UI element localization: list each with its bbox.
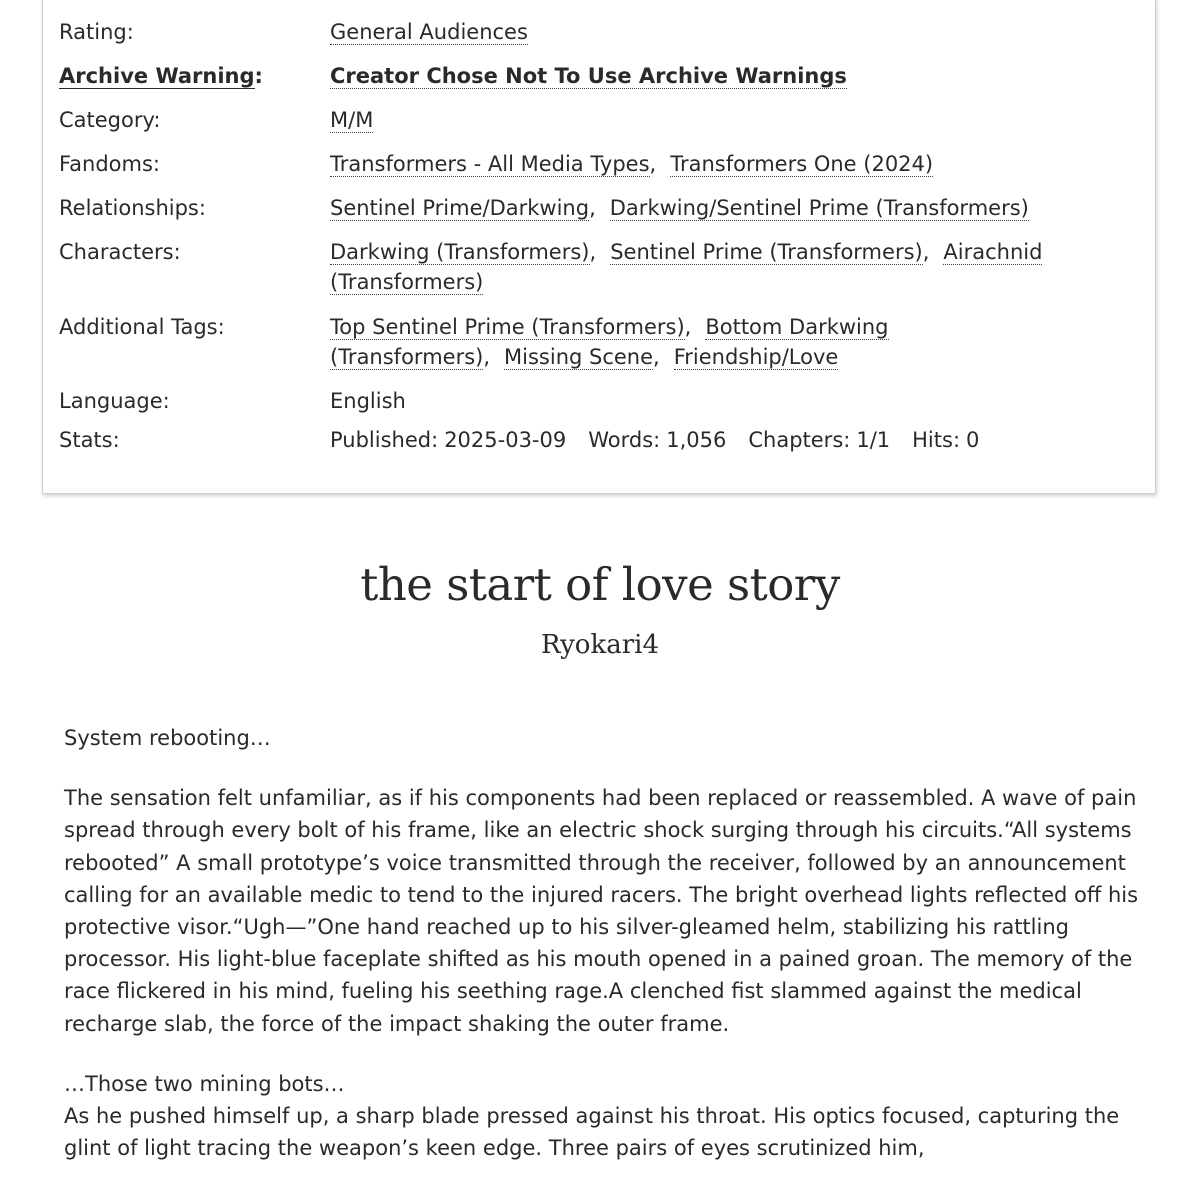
- published-value: 2025-03-09: [444, 428, 567, 452]
- work-title: the start of love story: [360, 558, 840, 611]
- words-value: 1,056: [666, 428, 727, 452]
- fandoms-label: Fandoms:: [59, 152, 160, 176]
- additional-tag[interactable]: Bottom Darkwing (Transformers): [330, 315, 889, 369]
- tags-label: Additional Tags:: [59, 315, 225, 339]
- relationships-label: Relationships:: [59, 196, 206, 220]
- relationship-tag[interactable]: Darkwing/Sentinel Prime (Transformers): [609, 196, 1029, 220]
- story-paragraph: …Those two mining bots…: [64, 1071, 345, 1096]
- category-label: Category:: [59, 108, 161, 132]
- story-paragraph: System rebooting…: [64, 726, 271, 750]
- character-tag[interactable]: Sentinel Prime (Transformers): [610, 240, 923, 264]
- hits-value: 0: [966, 428, 980, 452]
- warning-label[interactable]: Archive Warning:: [59, 64, 263, 88]
- published-label: Published:: [330, 428, 439, 452]
- character-tag[interactable]: Airachnid (Transformers): [330, 240, 1043, 294]
- chapters-value: 1/1: [856, 428, 891, 452]
- rating-label: Rating:: [59, 20, 134, 44]
- language-value: English: [330, 389, 406, 413]
- story-paragraph: The sensation felt unfamiliar, as if his components had been replaced or reassembled. A wave of pain spread through every bolt of his frame, like an electric shock surging through his circuits.“All systems rebooted” A small prototype’s voice transmitted through the receiver, followed by an announcement calling for an available medic to tend to the injured racers. The bright overhead lights reflected off his protective visor.“Ugh—”One hand reached up to his silver-gleamed helm, stabilizing his rattling processor. His light-blue faceplate shifted as his mouth opened in a pained groan. The memory of the race flickered in his mind, fueling his seething rage.A clenched fist slammed against the medical recharge slab, the force of the impact shaking the outer frame.: [64, 786, 1139, 1036]
- character-tag[interactable]: Darkwing (Transformers): [330, 240, 590, 264]
- stats-label: Stats:: [59, 428, 120, 452]
- words-label: Words:: [588, 428, 661, 452]
- category-tag[interactable]: M/M: [330, 108, 374, 132]
- characters-label: Characters:: [59, 240, 181, 264]
- chapters-label: Chapters:: [748, 428, 851, 452]
- additional-tag[interactable]: Friendship/Love: [673, 345, 839, 369]
- story-paragraph: As he pushed himself up, a sharp blade pressed against his throat. His optics focused, capturing the glint of light tracing the weapon’s keen edge. Three pairs of eyes scrutinized him,: [64, 1104, 1120, 1161]
- fandom-tag[interactable]: Transformers - All Media Types: [330, 152, 650, 176]
- additional-tag[interactable]: Top Sentinel Prime (Transformers): [330, 315, 685, 339]
- relationship-tag[interactable]: Sentinel Prime/Darkwing: [330, 196, 590, 220]
- hits-label: Hits:: [912, 428, 961, 452]
- language-label: Language:: [59, 389, 170, 413]
- work-author[interactable]: Ryokari4: [540, 630, 659, 660]
- work-meta-box: Rating: General Audiences Archive Warning: Creator Chose Not To Use Archive Warnings Category: M/M Fandoms: Transformers - All Media Types, Transformers One (2024) Relationships: Sentinel Prime/Darkwing, Darkwing/Sentinel Prime (Transformers) Characters: Darkwing (Transformers), Sentinel Prime (Transformers), Airachnid (Transformers) Additional Tags: Top Sentinel Prime (Transformers), Bottom Darkwing (Transformers), Missing Scene, Friendship/Love Language: English Stats: Published: 2025-03-09 Words: 1,056 Chapters: 1/1 Hits: 0: [42, 0, 1156, 494]
- rating-tag[interactable]: General Audiences: [330, 20, 528, 44]
- fandom-tag[interactable]: Transformers One (2024): [670, 152, 934, 176]
- additional-tag[interactable]: Missing Scene: [504, 345, 654, 369]
- story-body: [64, 722, 1144, 1164]
- stats-values: [330, 425, 1115, 455]
- warning-tag[interactable]: Creator Chose Not To Use Archive Warnings: [330, 64, 847, 88]
